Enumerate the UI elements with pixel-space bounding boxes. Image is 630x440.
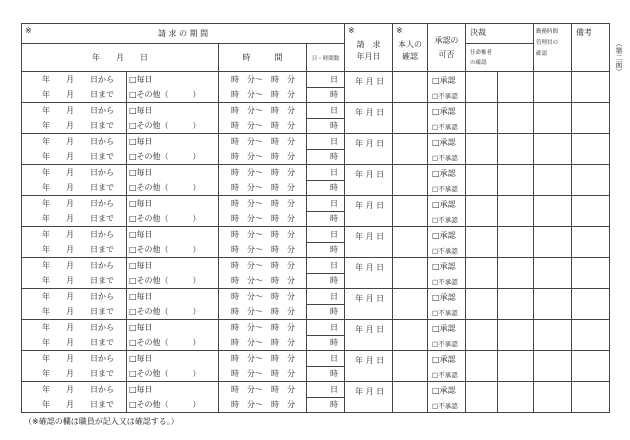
remarks-cell[interactable] <box>572 258 610 289</box>
request-date-cell[interactable] <box>345 196 393 227</box>
date-to[interactable]: 年 月 日まで <box>42 121 114 130</box>
appointer-label: 任命権者 の確認 <box>470 49 493 66</box>
self-confirm-cell[interactable] <box>393 227 428 258</box>
appointer-cell-b[interactable] <box>498 320 534 351</box>
request-date-value: 年 月 日 <box>355 294 385 303</box>
date-to[interactable]: 年 月 日まで <box>42 400 114 409</box>
period-title: 請 求 の 期 間 <box>157 29 209 38</box>
self-confirm-cell[interactable] <box>393 320 428 351</box>
date-to[interactable]: 年 月 日まで <box>42 245 114 254</box>
remarks-cell[interactable] <box>572 320 610 351</box>
other-checkbox[interactable]: □その他（ ） <box>129 276 201 285</box>
time-cell <box>219 165 307 196</box>
daily-checkbox[interactable]: □毎日 <box>129 292 153 301</box>
appointer-cell-a[interactable] <box>466 134 498 165</box>
hours-field[interactable]: 時 <box>307 211 344 227</box>
kome-mark: ※ <box>348 26 355 35</box>
time-cell <box>219 320 307 351</box>
time-range-2[interactable]: 時 分～ 時 分 <box>231 214 295 223</box>
time-range-1[interactable]: 時 分～ 時 分 <box>231 230 295 239</box>
date-from[interactable]: 年 月 日から <box>42 75 114 84</box>
days-hours-cell <box>307 320 345 351</box>
request-date-value: 年 月 日 <box>355 232 385 241</box>
approval-label: 承認の 可否 <box>434 35 459 59</box>
time-range-2[interactable]: 時 分～ 時 分 <box>231 121 295 130</box>
hours-field[interactable]: 時 <box>307 242 344 258</box>
days-field[interactable]: 日 <box>330 198 339 208</box>
approve-checkbox[interactable]: □承認 <box>432 230 456 240</box>
disapprove-checkbox[interactable]: □不承認 <box>432 277 458 286</box>
appointer-cell-b[interactable] <box>498 134 534 165</box>
kome-mark: ※ <box>396 26 403 35</box>
self-confirm-cell[interactable] <box>393 72 428 103</box>
daily-checkbox[interactable]: □毎日 <box>129 354 153 363</box>
work-manager-cell[interactable] <box>534 289 572 320</box>
days-hours-cell <box>307 134 345 165</box>
days-hours-cell <box>307 227 345 258</box>
date-range-cell <box>22 134 127 165</box>
frequency-cell <box>127 165 219 196</box>
date-from[interactable]: 年 月 日から <box>42 137 114 146</box>
request-date-value: 年 月 日 <box>355 108 385 117</box>
appointer-cell-b[interactable] <box>498 165 534 196</box>
time-range-1[interactable]: 時 分～ 時 分 <box>231 168 295 177</box>
time-range-2[interactable]: 時 分～ 時 分 <box>231 338 295 347</box>
appointer-cell-a[interactable] <box>466 165 498 196</box>
date-range-cell <box>22 227 127 258</box>
hours-field[interactable]: 時 <box>307 118 344 134</box>
time-header: 時 間 <box>219 44 307 72</box>
daily-checkbox[interactable]: □毎日 <box>129 106 153 115</box>
disapprove-checkbox[interactable]: □不承認 <box>432 91 458 100</box>
other-checkbox[interactable]: □その他（ ） <box>129 307 201 316</box>
work-manager-label: 勤務時間 管理員の 確認 <box>536 29 559 57</box>
approve-checkbox[interactable]: □承認 <box>432 106 456 116</box>
frequency-cell <box>127 320 219 351</box>
remarks-cell[interactable] <box>572 289 610 320</box>
request-row <box>22 227 610 258</box>
request-date-cell[interactable] <box>345 289 393 320</box>
date-to[interactable]: 年 月 日まで <box>42 276 114 285</box>
request-date-value: 年 月 日 <box>355 325 385 334</box>
time-cell <box>219 103 307 134</box>
date-to[interactable]: 年 月 日まで <box>42 183 114 192</box>
request-row <box>22 258 610 289</box>
remarks-cell[interactable] <box>572 351 610 382</box>
time-range-1[interactable]: 時 分～ 時 分 <box>231 75 295 84</box>
self-confirm-label: 本人の 確認 <box>398 39 423 61</box>
self-confirm-cell[interactable] <box>393 351 428 382</box>
self-confirm-cell[interactable] <box>393 382 428 413</box>
approval-cell <box>428 289 466 320</box>
decision-label: 決裁 <box>470 28 487 37</box>
request-date-cell[interactable] <box>345 351 393 382</box>
request-row <box>22 196 610 227</box>
request-date-value: 年 月 日 <box>355 139 385 148</box>
time-range-2[interactable]: 時 分～ 時 分 <box>231 400 295 409</box>
appointer-cell-b[interactable] <box>498 227 534 258</box>
work-manager-cell[interactable] <box>534 196 572 227</box>
appointer-header <box>466 44 534 72</box>
days-field[interactable]: 日 <box>330 74 339 84</box>
disapprove-checkbox[interactable]: □不承認 <box>432 339 458 348</box>
other-checkbox[interactable]: □その他（ ） <box>129 245 201 254</box>
days-field[interactable]: 日 <box>330 322 339 332</box>
time-range-1[interactable]: 時 分～ 時 分 <box>231 199 295 208</box>
approval-cell <box>428 134 466 165</box>
other-checkbox[interactable]: □その他（ ） <box>129 338 201 347</box>
remarks-cell[interactable] <box>572 134 610 165</box>
time-range-2[interactable]: 時 分～ 時 分 <box>231 276 295 285</box>
form-container <box>21 23 609 413</box>
work-manager-header <box>534 24 572 72</box>
frequency-cell <box>127 351 219 382</box>
approval-cell <box>428 351 466 382</box>
date-from[interactable]: 年 月 日から <box>42 323 114 332</box>
frequency-cell <box>127 289 219 320</box>
date-to[interactable]: 年 月 日まで <box>42 152 114 161</box>
date-from[interactable]: 年 月 日から <box>42 354 114 363</box>
time-cell <box>219 196 307 227</box>
disapprove-checkbox[interactable]: □不承認 <box>432 370 458 379</box>
time-cell <box>219 227 307 258</box>
request-date-value: 年 月 日 <box>355 263 385 272</box>
appointer-cell-b[interactable] <box>498 258 534 289</box>
daily-checkbox[interactable]: □毎日 <box>129 323 153 332</box>
disapprove-checkbox[interactable]: □不承認 <box>432 401 458 410</box>
self-confirm-header <box>393 24 428 72</box>
remarks-label: 備考 <box>576 28 593 37</box>
disapprove-checkbox[interactable]: □不承認 <box>432 153 458 162</box>
footnote: （※確認の欄は職員が記入又は確認する。） <box>24 417 179 426</box>
days-field[interactable]: 日 <box>330 353 339 363</box>
other-checkbox[interactable]: □その他（ ） <box>129 400 201 409</box>
request-row <box>22 72 610 103</box>
hours-field[interactable]: 時 <box>307 397 344 413</box>
approval-header <box>428 24 466 72</box>
date-from[interactable]: 年 月 日から <box>42 199 114 208</box>
page-side-note: （第二面） <box>615 40 623 75</box>
approve-checkbox[interactable]: □承認 <box>432 261 456 271</box>
disapprove-checkbox[interactable]: □不承認 <box>432 308 458 317</box>
appointer-cell-a[interactable] <box>466 289 498 320</box>
request-date-cell[interactable] <box>345 320 393 351</box>
days-field[interactable]: 日 <box>330 384 339 394</box>
days-field[interactable]: 日 <box>330 136 339 146</box>
appointer-cell-a[interactable] <box>466 258 498 289</box>
appointer-cell-b[interactable] <box>498 196 534 227</box>
frequency-cell <box>127 382 219 413</box>
approve-checkbox[interactable]: □承認 <box>432 137 456 147</box>
request-row <box>22 103 610 134</box>
date-range-cell <box>22 258 127 289</box>
request-date-cell[interactable] <box>345 258 393 289</box>
work-manager-cell[interactable] <box>534 320 572 351</box>
disapprove-checkbox[interactable]: □不承認 <box>432 122 458 131</box>
appointer-cell-b[interactable] <box>498 289 534 320</box>
request-row <box>22 165 610 196</box>
time-range-1[interactable]: 時 分～ 時 分 <box>231 385 295 394</box>
hours-field[interactable]: 時 <box>307 273 344 289</box>
work-manager-cell[interactable] <box>534 351 572 382</box>
time-range-1[interactable]: 時 分～ 時 分 <box>231 261 295 270</box>
time-range-2[interactable]: 時 分～ 時 分 <box>231 152 295 161</box>
approval-cell <box>428 227 466 258</box>
disapprove-checkbox[interactable]: □不承認 <box>432 246 458 255</box>
work-manager-cell[interactable] <box>534 258 572 289</box>
request-date-cell[interactable] <box>345 165 393 196</box>
days-field[interactable]: 日 <box>330 260 339 270</box>
days-field[interactable]: 日 <box>330 291 339 301</box>
daily-checkbox[interactable]: □毎日 <box>129 385 153 394</box>
appointer-cell-a[interactable] <box>466 382 498 413</box>
days-field[interactable]: 日 <box>330 105 339 115</box>
self-confirm-cell[interactable] <box>393 165 428 196</box>
hours-field[interactable]: 時 <box>307 87 344 103</box>
time-cell <box>219 382 307 413</box>
work-manager-cell[interactable] <box>534 382 572 413</box>
date-range-cell <box>22 103 127 134</box>
time-range-2[interactable]: 時 分～ 時 分 <box>231 245 295 254</box>
time-range-1[interactable]: 時 分～ 時 分 <box>231 292 295 301</box>
days-hours-cell <box>307 351 345 382</box>
request-date-value: 年 月 日 <box>355 170 385 179</box>
remarks-cell[interactable] <box>572 103 610 134</box>
time-cell <box>219 351 307 382</box>
approve-checkbox[interactable]: □承認 <box>432 385 456 395</box>
approval-cell <box>428 320 466 351</box>
approval-cell <box>428 258 466 289</box>
hours-field[interactable]: 時 <box>307 366 344 382</box>
approve-checkbox[interactable]: □承認 <box>432 292 456 302</box>
date-from[interactable]: 年 月 日から <box>42 230 114 239</box>
other-checkbox[interactable]: □その他（ ） <box>129 183 201 192</box>
time-range-1[interactable]: 時 分～ 時 分 <box>231 137 295 146</box>
request-row <box>22 134 610 165</box>
time-cell <box>219 72 307 103</box>
request-date-cell[interactable] <box>345 72 393 103</box>
hours-field[interactable]: 時 <box>307 304 344 320</box>
remarks-cell[interactable] <box>572 72 610 103</box>
time-range-2[interactable]: 時 分～ 時 分 <box>231 183 295 192</box>
other-checkbox[interactable]: □その他（ ） <box>129 152 201 161</box>
approve-checkbox[interactable]: □承認 <box>432 323 456 333</box>
time-range-2[interactable]: 時 分～ 時 分 <box>231 369 295 378</box>
kome-mark: ※ <box>25 26 32 35</box>
request-date-label: 請 求 年月日 <box>356 39 381 61</box>
request-date-cell[interactable] <box>345 103 393 134</box>
daily-checkbox[interactable]: □毎日 <box>129 261 153 270</box>
daily-checkbox[interactable]: □毎日 <box>129 75 153 84</box>
date-to[interactable]: 年 月 日まで <box>42 369 114 378</box>
self-confirm-cell[interactable] <box>393 196 428 227</box>
days-field[interactable]: 日 <box>330 167 339 177</box>
appointer-cell-a[interactable] <box>466 351 498 382</box>
other-checkbox[interactable]: □その他（ ） <box>129 90 201 99</box>
daily-checkbox[interactable]: □毎日 <box>129 230 153 239</box>
days-hours-cell <box>307 165 345 196</box>
appointer-cell-a[interactable] <box>466 320 498 351</box>
date-from[interactable]: 年 月 日から <box>42 261 114 270</box>
request-date-value: 年 月 日 <box>355 356 385 365</box>
other-checkbox[interactable]: □その他（ ） <box>129 369 201 378</box>
self-confirm-cell[interactable] <box>393 134 428 165</box>
days-hours-cell <box>307 258 345 289</box>
date-from[interactable]: 年 月 日から <box>42 292 114 301</box>
remarks-cell[interactable] <box>572 165 610 196</box>
request-row <box>22 351 610 382</box>
time-range-1[interactable]: 時 分～ 時 分 <box>231 323 295 332</box>
approval-cell <box>428 196 466 227</box>
other-checkbox[interactable]: □その他（ ） <box>129 214 201 223</box>
date-to[interactable]: 年 月 日まで <box>42 214 114 223</box>
self-confirm-cell[interactable] <box>393 289 428 320</box>
decision-header <box>466 24 534 44</box>
frequency-cell <box>127 196 219 227</box>
request-date-value: 年 月 日 <box>355 201 385 210</box>
time-cell <box>219 258 307 289</box>
work-manager-cell[interactable] <box>534 103 572 134</box>
request-row <box>22 289 610 320</box>
date-range-cell <box>22 165 127 196</box>
appointer-cell-a[interactable] <box>466 227 498 258</box>
days-field[interactable]: 日 <box>330 229 339 239</box>
time-cell <box>219 289 307 320</box>
frequency-cell <box>127 103 219 134</box>
remarks-cell[interactable] <box>572 196 610 227</box>
appointer-cell-b[interactable] <box>498 382 534 413</box>
self-confirm-cell[interactable] <box>393 258 428 289</box>
time-range-1[interactable]: 時 分～ 時 分 <box>231 354 295 363</box>
hours-field[interactable]: 時 <box>307 335 344 351</box>
date-to[interactable]: 年 月 日まで <box>42 90 114 99</box>
work-manager-cell[interactable] <box>534 134 572 165</box>
request-date-cell[interactable] <box>345 227 393 258</box>
time-range-2[interactable]: 時 分～ 時 分 <box>231 307 295 316</box>
other-checkbox[interactable]: □その他（ ） <box>129 121 201 130</box>
disapprove-checkbox[interactable]: □不承認 <box>432 184 458 193</box>
hours-field[interactable]: 時 <box>307 149 344 165</box>
frequency-cell <box>127 227 219 258</box>
frequency-cell <box>127 258 219 289</box>
date-range-cell <box>22 289 127 320</box>
hours-field[interactable]: 時 <box>307 180 344 196</box>
days-hours-header: 日・時間数 <box>307 44 345 72</box>
remarks-cell[interactable] <box>572 227 610 258</box>
date-range-cell <box>22 196 127 227</box>
date-range-cell <box>22 72 127 103</box>
date-from[interactable]: 年 月 日から <box>42 106 114 115</box>
request-date-cell[interactable] <box>345 134 393 165</box>
date-range-cell <box>22 351 127 382</box>
time-range-1[interactable]: 時 分～ 時 分 <box>231 106 295 115</box>
appointer-cell-b[interactable] <box>498 72 534 103</box>
appointer-cell-a[interactable] <box>466 103 498 134</box>
frequency-cell <box>127 72 219 103</box>
remarks-cell[interactable] <box>572 382 610 413</box>
appointer-cell-b[interactable] <box>498 351 534 382</box>
daily-checkbox[interactable]: □毎日 <box>129 137 153 146</box>
request-row <box>22 382 610 413</box>
time-range-2[interactable]: 時 分～ 時 分 <box>231 90 295 99</box>
approve-checkbox[interactable]: □承認 <box>432 75 456 85</box>
date-range-cell <box>22 320 127 351</box>
appointer-cell-a[interactable] <box>466 196 498 227</box>
date-from[interactable]: 年 月 日から <box>42 385 114 394</box>
disapprove-checkbox[interactable]: □不承認 <box>432 215 458 224</box>
days-hours-cell <box>307 103 345 134</box>
daily-checkbox[interactable]: □毎日 <box>129 199 153 208</box>
work-manager-cell[interactable] <box>534 227 572 258</box>
request-date-value: 年 月 日 <box>355 387 385 396</box>
date-to[interactable]: 年 月 日まで <box>42 338 114 347</box>
self-confirm-cell[interactable] <box>393 103 428 134</box>
time-cell <box>219 134 307 165</box>
approve-checkbox[interactable]: □承認 <box>432 354 456 364</box>
approval-cell <box>428 103 466 134</box>
request-date-header <box>345 24 393 72</box>
period-header <box>22 24 345 44</box>
request-date-cell[interactable] <box>345 382 393 413</box>
appointer-cell-b[interactable] <box>498 103 534 134</box>
date-to[interactable]: 年 月 日まで <box>42 307 114 316</box>
work-manager-cell[interactable] <box>534 165 572 196</box>
remarks-header <box>572 24 610 72</box>
approval-cell <box>428 382 466 413</box>
request-row <box>22 320 610 351</box>
approval-cell <box>428 165 466 196</box>
work-manager-cell[interactable] <box>534 72 572 103</box>
daily-checkbox[interactable]: □毎日 <box>129 168 153 177</box>
date-from[interactable]: 年 月 日から <box>42 168 114 177</box>
date-range-cell <box>22 382 127 413</box>
request-date-value: 年 月 日 <box>355 77 385 86</box>
days-hours-cell <box>307 289 345 320</box>
approve-checkbox[interactable]: □承認 <box>432 168 456 178</box>
days-hours-cell <box>307 196 345 227</box>
frequency-cell <box>127 134 219 165</box>
ymd-header: 年 月 日 <box>22 44 219 72</box>
days-hours-cell <box>307 382 345 413</box>
appointer-cell-a[interactable] <box>466 72 498 103</box>
approve-checkbox[interactable]: □承認 <box>432 199 456 209</box>
approval-cell <box>428 72 466 103</box>
request-form-table <box>21 23 610 413</box>
days-hours-cell <box>307 72 345 103</box>
